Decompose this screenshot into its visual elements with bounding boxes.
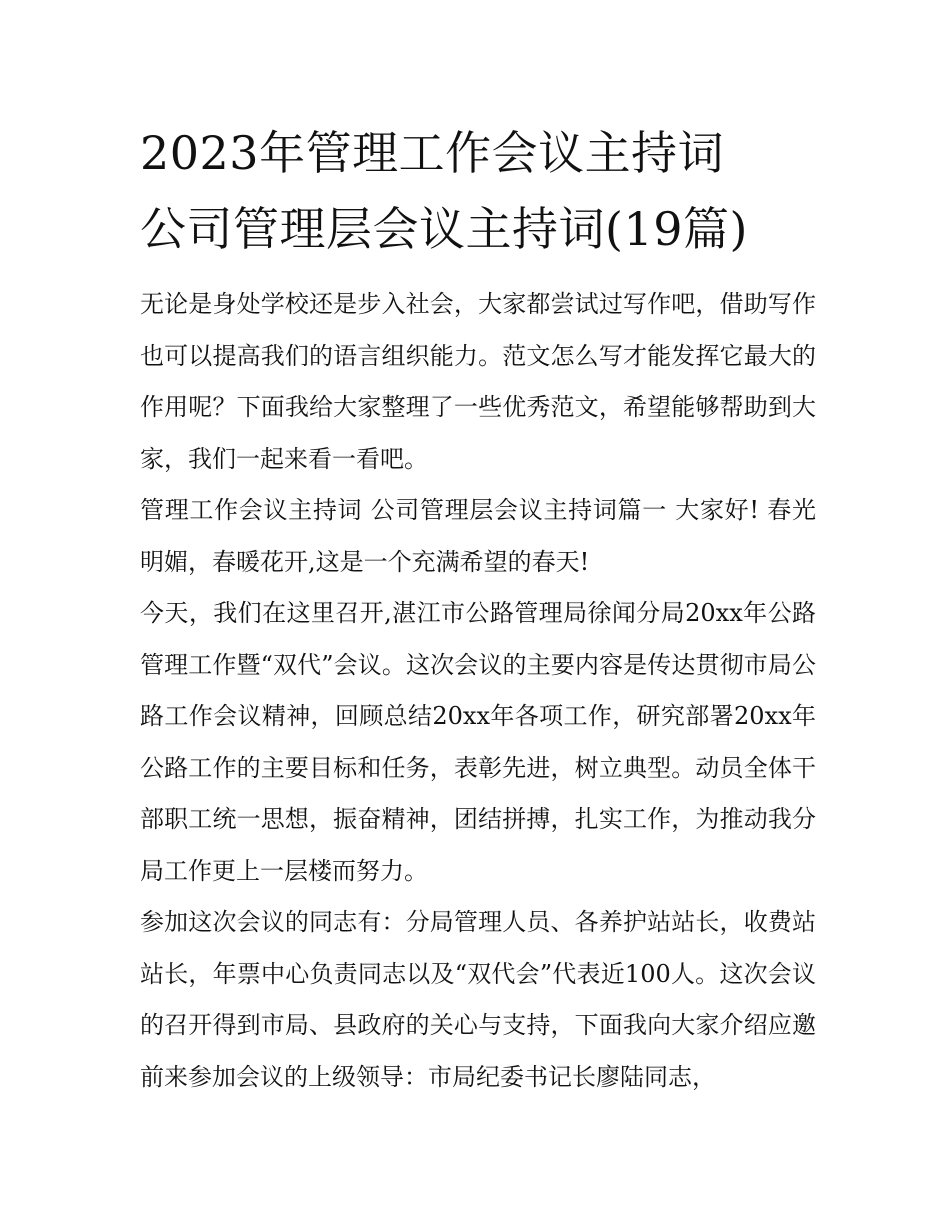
document-title xyxy=(140,115,830,267)
meeting-purpose-paragraph: 今天，我们在这里召开,湛江市公路管理局徐闻分局20xx年公路管理工作暨“双代”会议。这次会议的主要内容是传达贯彻市局公路工作会议精神，回顾总结20xx年各项工作，研究部署20xx年公路工作的主要目标和任务，表彰先进，树立典型。动员全体干部职工统一思想，振奋精神，团结拼搏，扎实工作，为推动我分局工作更上一层楼而努力。 xyxy=(140,599,816,885)
title-line-1: 2023年管理工作会议主持词 xyxy=(140,126,725,180)
attendees-paragraph: 参加这次会议的同志有：分局管理人员、各养护站站长，收费站站长，年票中心负责同志以及“双代会”代表近100人。这次会议的召开得到市局、县政府的关心与支持，下面我向大家介绍应邀前来参加会议的上级领导：市局纪委书记长廖陆同志， xyxy=(140,908,816,1091)
intro-paragraph: 无论是身处学校还是步入社会，大家都尝试过写作吧，借助写作也可以提高我们的语言组织能力。范文怎么写才能发挥它最大的作用呢？下面我给大家整理了一些优秀范文，希望能够帮助到大家，我们一起来看一看吧。 xyxy=(140,290,816,473)
document-body xyxy=(140,279,816,1103)
title-line-2: 公司管理层会议主持词(19篇) xyxy=(140,202,748,256)
greeting-paragraph: 管理工作会议主持词 公司管理层会议主持词篇一 大家好! 春光明媚，春暖花开,这是一个充满希望的春天! xyxy=(140,496,816,576)
